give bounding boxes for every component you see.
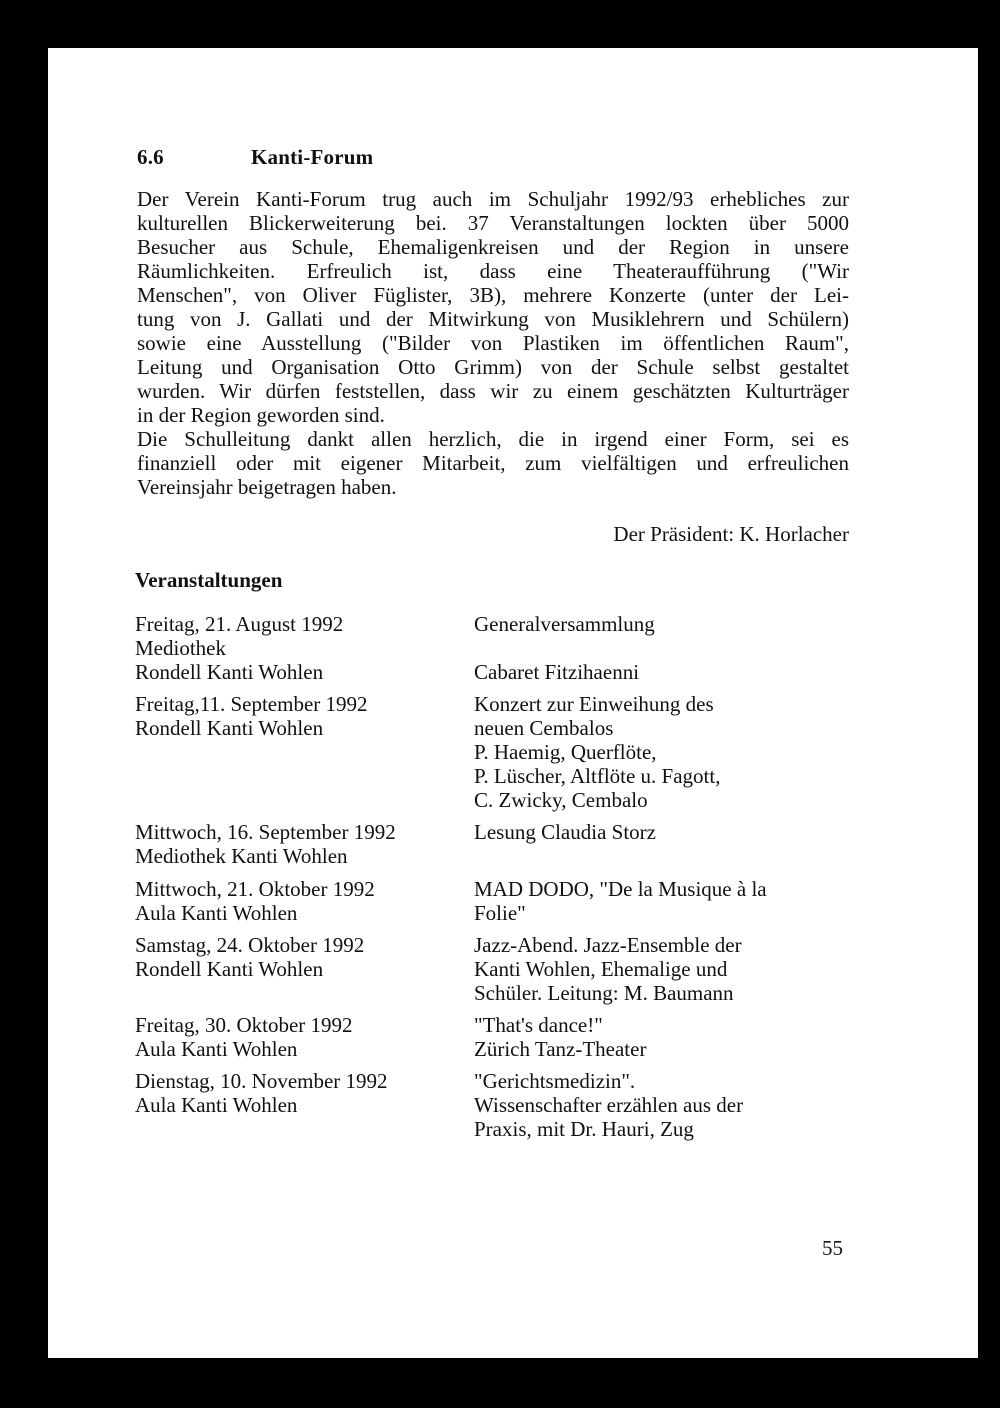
event-venue: Rondell Kanti Wohlen (135, 716, 324, 740)
paragraph-line: Der Verein Kanti-Forum trug auch im Schuljahr 1992/93 erhebliches zur (137, 187, 849, 211)
event-description: neuen Cembalos (474, 716, 614, 740)
event-description: Praxis, mit Dr. Hauri, Zug (474, 1117, 694, 1141)
event-description: Cabaret Fitzihaenni (474, 660, 640, 684)
event-description: Kanti Wohlen, Ehemalige und (474, 957, 728, 981)
event-venue: Rondell Kanti Wohlen (135, 957, 324, 981)
paragraph-line: Leitung und Organisation Otto Grimm) von der Schule selbst gestaltet (137, 355, 849, 379)
page-number: 55 (822, 1236, 843, 1260)
paragraph-line: Besucher aus Schule, Ehemaligenkreisen und der Region in unsere (137, 235, 849, 259)
event-description: Lesung Claudia Storz (474, 820, 656, 844)
event-description: P. Haemig, Querflöte, (474, 740, 657, 764)
paragraph-line: in der Region geworden sind. (137, 403, 385, 427)
event-venue: Aula Kanti Wohlen (135, 901, 298, 925)
event-description: MAD DODO, "De la Musique à la (474, 877, 767, 901)
event-description: Wissenschafter erzählen aus der (474, 1093, 744, 1117)
event-description: "That's dance!" (474, 1013, 603, 1037)
event-date: Dienstag, 10. November 1992 (135, 1069, 388, 1093)
events-heading: Veranstaltungen (135, 568, 283, 592)
section-number: 6.6 (137, 145, 164, 169)
event-description: C. Zwicky, Cembalo (474, 788, 648, 812)
paragraph-line: Räumlichkeiten. Erfreulich ist, dass eine Theateraufführung ("Wir (137, 259, 849, 283)
event-date: Mittwoch, 21. Oktober 1992 (135, 877, 375, 901)
paragraph-line: Vereinsjahr beigetragen haben. (137, 475, 397, 499)
event-description: Jazz-Abend. Jazz-Ensemble der (474, 933, 742, 957)
event-venue: Rondell Kanti Wohlen (135, 660, 324, 684)
paragraph-line: sowie eine Ausstellung ("Bilder von Plastiken im öffentlichen Raum", (137, 331, 849, 355)
event-venue: Aula Kanti Wohlen (135, 1093, 298, 1117)
paragraph-thanks (137, 427, 849, 499)
paragraph-line: kulturellen Blickerweiterung bei. 37 Veranstaltungen lockten über 5000 (137, 211, 849, 235)
event-venue: Mediothek Kanti Wohlen (135, 844, 348, 868)
event-date: Mittwoch, 16. September 1992 (135, 820, 396, 844)
document-page (48, 48, 978, 1358)
event-date: Freitag, 21. August 1992 (135, 612, 344, 636)
paragraph-line: wurden. Wir dürfen feststellen, dass wir zu einem geschätzten Kulturträger (137, 379, 849, 403)
event-date: Freitag,11. September 1992 (135, 692, 368, 716)
event-date: Samstag, 24. Oktober 1992 (135, 933, 365, 957)
section-heading (137, 145, 373, 170)
event-description: Generalversammlung (474, 612, 655, 636)
event-description: P. Lüscher, Altflöte u. Fagott, (474, 764, 721, 788)
section-title: Kanti-Forum (251, 145, 374, 169)
event-description: Zürich Tanz-Theater (474, 1037, 647, 1061)
paragraph-line: tung von J. Gallati und der Mitwirkung von Musiklehrern und Schülern) (137, 307, 849, 331)
event-description: Schüler. Leitung: M. Baumann (474, 981, 734, 1005)
event-description: Folie" (474, 901, 526, 925)
paragraph-line: Die Schulleitung dankt allen herzlich, die in irgend einer Form, sei es (137, 427, 849, 451)
paragraph-line: finanziell oder mit eigener Mitarbeit, zum vielfältigen und erfreulichen (137, 451, 849, 475)
event-description: "Gerichtsmedizin". (474, 1069, 636, 1093)
event-venue: Mediothek (135, 636, 226, 660)
event-description: Konzert zur Einweihung des (474, 692, 714, 716)
event-date: Freitag, 30. Oktober 1992 (135, 1013, 353, 1037)
event-venue: Aula Kanti Wohlen (135, 1037, 298, 1061)
paragraph-line: Menschen", von Oliver Füglister, 3B), mehrere Konzerte (unter der Lei- (137, 283, 849, 307)
signature: Der Präsident: K. Horlacher (613, 522, 849, 546)
paragraph-intro (137, 187, 849, 427)
